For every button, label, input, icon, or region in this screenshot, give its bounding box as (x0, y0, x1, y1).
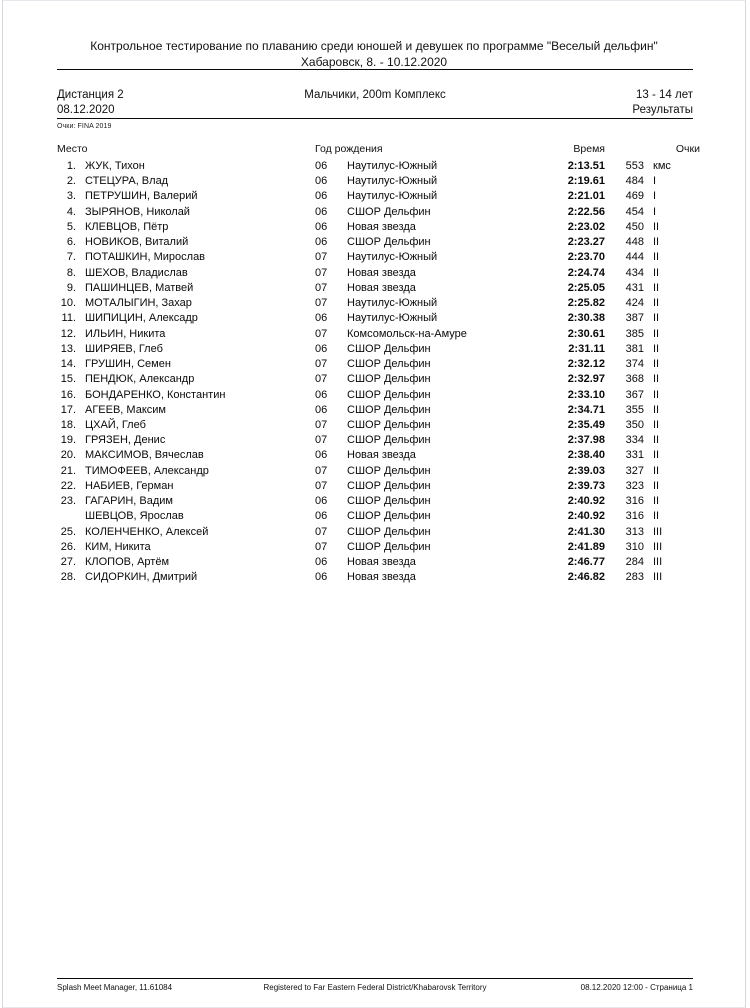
points-cell: 310 (625, 540, 644, 553)
points-cell: 327 (625, 464, 644, 477)
points-cell: 316 (625, 510, 644, 523)
points-cell: 350 (625, 418, 644, 431)
birth-year-cell: 07 (315, 479, 328, 492)
table-row (57, 403, 693, 418)
birth-year-cell: 06 (315, 205, 328, 218)
time-cell: 2:41.30 (567, 525, 605, 538)
event-section-label: Результаты (632, 104, 693, 116)
points-cell: 431 (625, 281, 644, 294)
swimmer-name: ПЕТРУШИН, Валерий (85, 190, 198, 203)
category-cell: I (653, 175, 657, 188)
table-row (57, 509, 693, 524)
birth-year-cell: 06 (315, 175, 328, 188)
swimmer-name: ШИПИЦИН, Алексадр (85, 312, 198, 325)
category-cell: III (653, 556, 663, 569)
time-cell: 2:32.12 (567, 358, 605, 371)
footer-registration: Registered to Far Eastern Federal District/Khabarovsk Territory (263, 983, 487, 992)
swimmer-name: АГЕЕВ, Максим (85, 403, 166, 416)
swimmer-name: ШИРЯЕВ, Глеб (85, 342, 163, 355)
points-cell: 385 (625, 327, 644, 340)
swimmer-name: КЛОПОВ, Артём (85, 556, 170, 569)
points-cell: 334 (625, 434, 644, 447)
time-cell: 2:31.11 (568, 342, 605, 355)
points-cell: 313 (625, 525, 644, 538)
time-cell: 2:23.70 (567, 251, 605, 264)
place-cell: 28. (60, 571, 76, 584)
table-row (57, 235, 693, 250)
category-cell: II (653, 449, 660, 462)
swimmer-name: ЖУК, Тихон (85, 160, 145, 172)
place-cell: 18. (60, 418, 76, 431)
birth-year-cell: 06 (315, 403, 328, 416)
time-cell: 2:23.27 (567, 236, 605, 249)
place-cell: 6. (66, 236, 76, 249)
club-cell: СШОР Дельфин (347, 205, 431, 218)
place-cell: 17. (60, 403, 76, 416)
points-cell: 368 (625, 373, 644, 386)
club-cell: СШОР Дельфин (347, 525, 431, 538)
category-cell: II (653, 251, 660, 264)
event-info-left (57, 88, 304, 118)
column-header-points: Очки (675, 143, 700, 155)
category-cell: II (653, 403, 660, 416)
category-cell: II (653, 510, 660, 523)
place-cell: 5. (66, 220, 76, 233)
swimmer-name: ГРУШИН, Семен (85, 358, 171, 371)
birth-year-cell: 07 (315, 418, 328, 431)
table-row (57, 540, 693, 555)
category-cell: III (653, 540, 663, 553)
table-row (57, 220, 693, 235)
place-cell: 3. (66, 190, 76, 203)
table-row (57, 311, 693, 326)
meet-location-dates: Хабаровск, 8. - 10.12.2020 (300, 55, 448, 69)
club-cell: СШОР Дельфин (347, 540, 431, 553)
meet-title: Контрольное тестирование по плаванию среди юношей и девушек по программе "Веселый дельфин" (90, 39, 658, 53)
club-cell: Наутилус-Южный (347, 190, 438, 203)
time-cell: 2:41.89 (567, 540, 605, 553)
birth-year-cell: 06 (315, 190, 328, 203)
column-header-time: Время (573, 143, 605, 155)
event-distance: Дистанция 2 (57, 89, 124, 101)
table-row (57, 372, 693, 387)
results-table-header (57, 143, 700, 155)
swimmer-name: КЛЕВЦОВ, Пётр (85, 220, 169, 233)
swimmer-name: ПОТАШКИН, Мирослав (85, 251, 206, 264)
club-cell: СШОР Дельфин (347, 510, 431, 523)
time-cell: 2:22.56 (567, 205, 605, 218)
swimmer-name: КИМ, Никита (85, 540, 151, 553)
points-cell: 484 (625, 175, 644, 188)
points-cell: 424 (625, 297, 644, 310)
place-cell: 14. (60, 358, 76, 371)
category-cell: II (653, 434, 660, 447)
event-age-group: 13 - 14 лет (636, 89, 693, 101)
time-cell: 2:32.97 (567, 373, 605, 386)
club-cell: СШОР Дельфин (347, 418, 431, 431)
table-row (57, 388, 693, 403)
table-row (57, 250, 693, 265)
header-divider (57, 69, 693, 70)
club-cell: Наутилус-Южный (347, 160, 438, 172)
place-cell: 20. (60, 449, 76, 462)
club-cell: Наутилус-Южный (347, 251, 438, 264)
birth-year-cell: 07 (315, 525, 328, 538)
birth-year-cell: 07 (315, 373, 328, 386)
time-cell: 2:24.74 (567, 266, 605, 279)
swimmer-name: ГРЯЗЕН, Денис (85, 434, 166, 447)
birth-year-cell: 06 (315, 312, 328, 325)
swimmer-name: ШЕВЦОВ, Ярослав (85, 510, 184, 523)
place-cell (57, 509, 76, 524)
club-cell: СШОР Дельфин (347, 403, 431, 416)
category-cell: I (653, 190, 657, 203)
place-cell: 7. (66, 251, 76, 264)
category-cell: II (653, 479, 660, 492)
place-cell: 11. (61, 312, 76, 325)
club-cell: СШОР Дельфин (347, 373, 431, 386)
place-cell: 22. (60, 479, 76, 492)
meet-header (3, 38, 745, 70)
points-cell: 387 (625, 312, 644, 325)
table-row (57, 479, 693, 494)
birth-year-cell: 07 (315, 266, 328, 279)
table-row (57, 281, 693, 296)
event-divider (57, 118, 693, 119)
category-cell: III (653, 525, 663, 538)
time-cell: 2:30.61 (567, 327, 605, 340)
time-cell: 2:23.02 (567, 220, 605, 233)
place-cell: 13. (60, 342, 76, 355)
category-cell: II (653, 297, 660, 310)
club-cell: Новая звезда (347, 556, 416, 569)
birth-year-cell: 06 (315, 220, 328, 233)
footer-date-page: 08.12.2020 12:00 - Страница 1 (580, 983, 693, 992)
points-cell: 283 (625, 571, 644, 584)
table-row (57, 570, 693, 585)
birth-year-cell: 07 (315, 540, 328, 553)
points-cell: 331 (625, 449, 644, 462)
club-cell: Новая звезда (347, 449, 416, 462)
category-cell: II (653, 312, 660, 325)
points-cell: 553 (625, 160, 644, 172)
place-cell: 15. (60, 373, 76, 386)
results-page (2, 0, 746, 1008)
results-rows (57, 159, 693, 586)
club-cell: Новая звезда (347, 281, 416, 294)
time-cell: 2:35.49 (567, 418, 605, 431)
category-cell: II (653, 236, 660, 249)
table-row (57, 296, 693, 311)
club-cell: Новая звезда (347, 571, 416, 584)
points-cell: 284 (625, 556, 644, 569)
birth-year-cell: 07 (315, 464, 328, 477)
points-cell: 450 (625, 220, 644, 233)
time-cell: 2:38.40 (567, 449, 605, 462)
swimmer-name: МАКСИМОВ, Вячеслав (85, 449, 204, 462)
points-cell: 434 (625, 266, 644, 279)
club-cell: Новая звезда (347, 220, 416, 233)
time-cell: 2:25.05 (567, 281, 605, 294)
event-date: 08.12.2020 (57, 104, 115, 116)
club-cell: Наутилус-Южный (347, 312, 438, 325)
points-cell: 469 (625, 190, 644, 203)
column-header-birth-year: Год рождения (315, 143, 383, 155)
birth-year-cell: 06 (315, 160, 328, 172)
place-cell: 27. (60, 556, 76, 569)
place-cell: 4. (66, 205, 76, 218)
swimmer-name: БОНДАРЕНКО, Константин (85, 388, 226, 401)
table-row (57, 448, 693, 463)
page-footer (57, 983, 693, 992)
swimmer-name: ШЕХОВ, Владислав (85, 266, 188, 279)
points-cell: 367 (625, 388, 644, 401)
time-cell: 2:40.92 (567, 510, 605, 523)
place-cell: 2. (66, 175, 76, 188)
club-cell: СШОР Дельфин (347, 342, 431, 355)
category-cell: II (653, 220, 660, 233)
time-cell: 2:37.98 (567, 434, 605, 447)
points-cell: 444 (625, 251, 644, 264)
table-row (57, 433, 693, 448)
place-cell: 25. (60, 525, 76, 538)
swimmer-name: ГАГАРИН, Вадим (85, 495, 173, 508)
club-cell: СШОР Дельфин (347, 434, 431, 447)
table-row (57, 205, 693, 220)
club-cell: Новая звезда (347, 266, 416, 279)
points-cell: 381 (625, 342, 644, 355)
column-header-place: Место (57, 143, 88, 155)
swimmer-name: ИЛЬИН, Никита (85, 327, 166, 340)
table-row (57, 174, 693, 189)
time-cell: 2:34.71 (567, 403, 605, 416)
birth-year-cell: 06 (315, 449, 328, 462)
points-system-note: Очки: FINA 2019 (57, 123, 112, 130)
club-cell: Комсомольск-на-Амуре (347, 327, 467, 340)
time-cell: 2:46.82 (567, 571, 605, 584)
category-cell: II (653, 495, 660, 508)
event-info-right (446, 88, 693, 118)
category-cell: II (653, 418, 660, 431)
birth-year-cell: 06 (315, 236, 328, 249)
points-cell: 323 (625, 479, 644, 492)
birth-year-cell: 07 (315, 297, 328, 310)
club-cell: СШОР Дельфин (347, 236, 431, 249)
points-cell: 448 (625, 236, 644, 249)
points-cell: 316 (625, 495, 644, 508)
category-cell: кмс (653, 160, 671, 172)
swimmer-name: НАБИЕВ, Герман (85, 479, 174, 492)
category-cell: II (653, 327, 660, 340)
birth-year-cell: 07 (315, 251, 328, 264)
table-row (57, 494, 693, 509)
place-cell: 9. (66, 281, 76, 294)
club-cell: СШОР Дельфин (347, 479, 431, 492)
place-cell: 19. (60, 434, 76, 447)
birth-year-cell: 06 (315, 342, 328, 355)
birth-year-cell: 07 (315, 281, 328, 294)
event-title: Мальчики, 200m Комплекс (304, 89, 446, 101)
category-cell: II (653, 266, 660, 279)
swimmer-name: СТЕЦУРА, Влад (85, 175, 169, 188)
time-cell: 2:30.38 (567, 312, 605, 325)
swimmer-name: НОВИКОВ, Виталий (85, 236, 189, 249)
time-cell: 2:39.03 (567, 464, 605, 477)
place-cell: 16. (60, 388, 76, 401)
time-cell: 2:19.61 (567, 175, 605, 188)
club-cell: Наутилус-Южный (347, 297, 438, 310)
time-cell: 2:46.77 (567, 556, 605, 569)
category-cell: II (653, 358, 660, 371)
time-cell: 2:13.51 (567, 160, 605, 172)
place-cell: 1. (66, 160, 76, 172)
category-cell: III (653, 571, 663, 584)
time-cell: 2:33.10 (567, 388, 605, 401)
table-row (57, 189, 693, 204)
swimmer-name: КОЛЕНЧЕНКО, Алексей (85, 525, 209, 538)
footer-software: Splash Meet Manager, 11.61084 (57, 983, 173, 992)
swimmer-name: ПАШИНЦЕВ, Матвей (85, 281, 194, 294)
swimmer-name: ПЕНДЮК, Александр (85, 373, 195, 386)
club-cell: СШОР Дельфин (347, 464, 431, 477)
place-cell: 23. (60, 495, 76, 508)
table-row (57, 357, 693, 372)
club-cell: СШОР Дельфин (347, 495, 431, 508)
table-row (57, 327, 693, 342)
place-cell: 10. (60, 297, 76, 310)
table-row (57, 159, 693, 174)
birth-year-cell: 06 (315, 495, 328, 508)
birth-year-cell: 06 (315, 388, 328, 401)
birth-year-cell: 07 (315, 358, 328, 371)
event-info (57, 88, 693, 118)
time-cell: 2:40.92 (567, 495, 605, 508)
place-cell: 8. (66, 266, 76, 279)
table-row (57, 266, 693, 281)
birth-year-cell: 06 (315, 571, 328, 584)
category-cell: II (653, 281, 660, 294)
table-row (57, 525, 693, 540)
club-cell: СШОР Дельфин (347, 388, 431, 401)
time-cell: 2:21.01 (567, 190, 605, 203)
place-cell: 21. (60, 464, 76, 477)
time-cell: 2:39.73 (567, 479, 605, 492)
category-cell: II (653, 464, 660, 477)
table-row (57, 464, 693, 479)
swimmer-name: ЗЫРЯНОВ, Николай (85, 205, 190, 218)
table-row (57, 418, 693, 433)
swimmer-name: СИДОРКИН, Дмитрий (85, 571, 198, 584)
time-cell: 2:25.82 (567, 297, 605, 310)
swimmer-name: МОТАЛЫГИН, Захар (85, 297, 192, 310)
swimmer-name: ЦХАЙ, Глеб (85, 418, 146, 431)
table-row (57, 555, 693, 570)
category-cell: II (653, 342, 660, 355)
category-cell: I (653, 205, 657, 218)
birth-year-cell: 07 (315, 434, 328, 447)
points-cell: 355 (625, 403, 644, 416)
club-cell: Наутилус-Южный (347, 175, 438, 188)
points-cell: 374 (625, 358, 644, 371)
birth-year-cell: 06 (315, 510, 328, 523)
birth-year-cell: 07 (315, 327, 328, 340)
category-cell: II (653, 373, 660, 386)
category-cell: II (653, 388, 660, 401)
footer-divider (57, 978, 693, 979)
table-row (57, 342, 693, 357)
swimmer-name: ТИМОФЕЕВ, Александр (85, 464, 209, 477)
points-cell: 454 (625, 205, 644, 218)
birth-year-cell: 06 (315, 556, 328, 569)
club-cell: СШОР Дельфин (347, 358, 431, 371)
place-cell: 12. (60, 327, 76, 340)
place-cell: 26. (60, 540, 76, 553)
